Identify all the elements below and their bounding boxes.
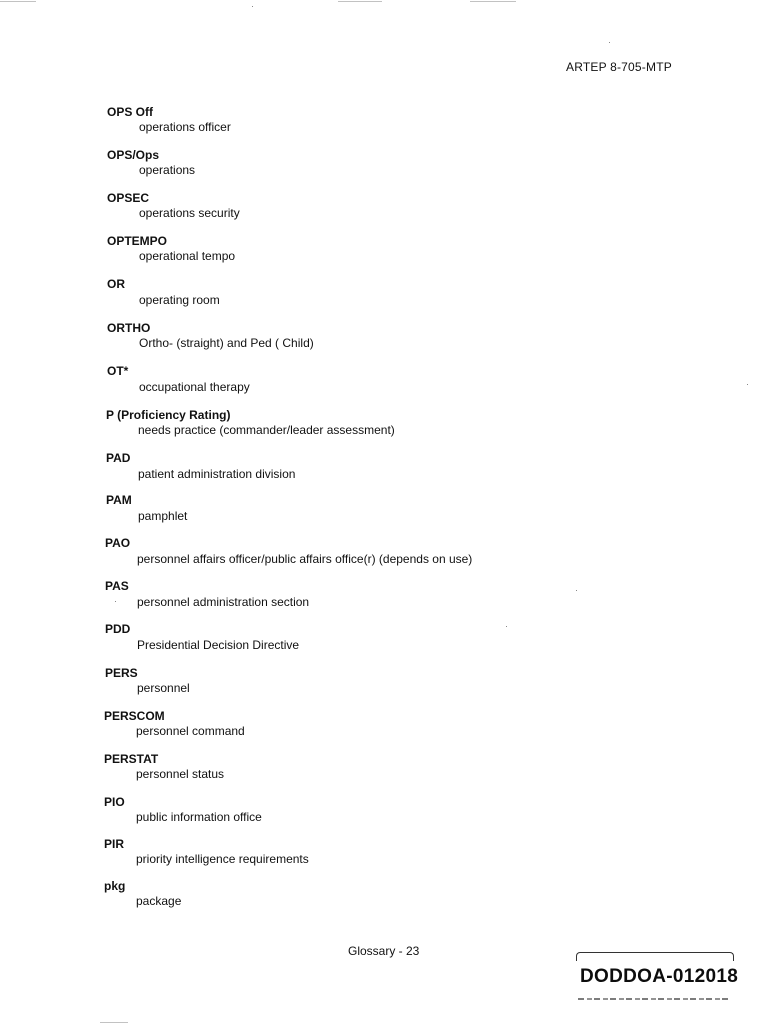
glossary-definition: personnel command <box>136 724 245 738</box>
glossary-term: OT* <box>107 364 129 378</box>
glossary-definition: patient administration division <box>138 467 296 481</box>
bates-stamp: DODDOA-012018 <box>580 966 739 987</box>
glossary-definition: personnel <box>137 681 190 695</box>
glossary-definition: public information office <box>136 810 262 824</box>
glossary-term: PIO <box>104 795 125 809</box>
scan-artifact <box>100 1022 128 1023</box>
glossary-entry <box>106 451 666 482</box>
glossary-entry <box>106 408 666 438</box>
glossary-definition: operations officer <box>139 120 231 134</box>
glossary-definition: personnel status <box>136 767 225 781</box>
scan-speck <box>576 590 577 591</box>
glossary-entry <box>105 622 665 653</box>
glossary-entry <box>104 837 664 867</box>
glossary-entry <box>105 579 665 610</box>
glossary-definition: operations security <box>139 206 240 220</box>
glossary-term: PAS <box>105 579 129 593</box>
document-code: ARTEP 8-705-MTP <box>566 60 672 74</box>
glossary-term: pkg <box>104 879 126 893</box>
glossary-definition: personnel administration section <box>137 595 310 609</box>
glossary-term: PERSCOM <box>104 709 165 723</box>
glossary-term: P (Proficiency Rating) <box>106 408 231 422</box>
glossary-entry <box>105 536 665 567</box>
glossary-definition: needs practice (commander/leader assessment) <box>138 423 395 437</box>
glossary-term: PERSTAT <box>104 752 159 766</box>
stamp-underline <box>578 998 728 1000</box>
glossary-term: PAM <box>106 493 132 507</box>
glossary-term: PIR <box>104 837 125 851</box>
glossary-definition: priority intelligence requirements <box>136 852 309 866</box>
glossary-definition: operational tempo <box>139 249 236 263</box>
glossary-entry <box>107 321 667 351</box>
glossary-entry <box>107 191 667 221</box>
glossary-entry <box>107 364 667 395</box>
glossary-entry <box>104 795 664 825</box>
scan-speck <box>506 626 507 627</box>
scan-artifact <box>0 1 36 2</box>
glossary-entry <box>107 277 667 308</box>
scan-artifact <box>338 1 382 2</box>
glossary-term: PERS <box>105 666 138 680</box>
glossary-entry <box>107 105 667 135</box>
glossary-term: PAO <box>105 536 131 550</box>
scan-speck <box>609 42 610 43</box>
glossary-entry <box>105 666 665 696</box>
glossary-entry <box>104 709 664 739</box>
glossary-definition: operations <box>139 163 196 177</box>
glossary-term: PAD <box>106 451 131 465</box>
stamp-border <box>576 952 734 961</box>
glossary-term: ORTHO <box>107 321 151 335</box>
scan-speck <box>252 6 253 7</box>
glossary-definition: Ortho- (straight) and Ped ( Child) <box>139 336 314 350</box>
glossary-definition: Presidential Decision Directive <box>137 638 300 652</box>
glossary-term: OR <box>107 277 125 291</box>
glossary-definition: pamphlet <box>138 509 188 523</box>
glossary-entry <box>104 879 664 909</box>
scan-artifact <box>470 1 516 2</box>
glossary-term: OPTEMPO <box>107 234 168 248</box>
glossary-term: OPS/Ops <box>107 148 160 162</box>
glossary-entry <box>106 493 666 524</box>
glossary-term: PDD <box>105 622 131 636</box>
glossary-definition: occupational therapy <box>139 380 250 394</box>
scan-speck <box>747 384 748 385</box>
glossary-definition: personnel affairs officer/public affairs office(r) (depends on use) <box>137 552 473 566</box>
glossary-entry <box>104 752 664 782</box>
scan-speck <box>115 601 116 602</box>
glossary-definition: operating room <box>139 293 220 307</box>
page-number: Glossary - 23 <box>348 944 420 958</box>
glossary-entry <box>107 234 667 264</box>
glossary-term: OPSEC <box>107 191 150 205</box>
glossary-entry <box>107 148 667 178</box>
glossary-definition: package <box>136 894 182 908</box>
glossary-term: OPS Off <box>107 105 154 119</box>
